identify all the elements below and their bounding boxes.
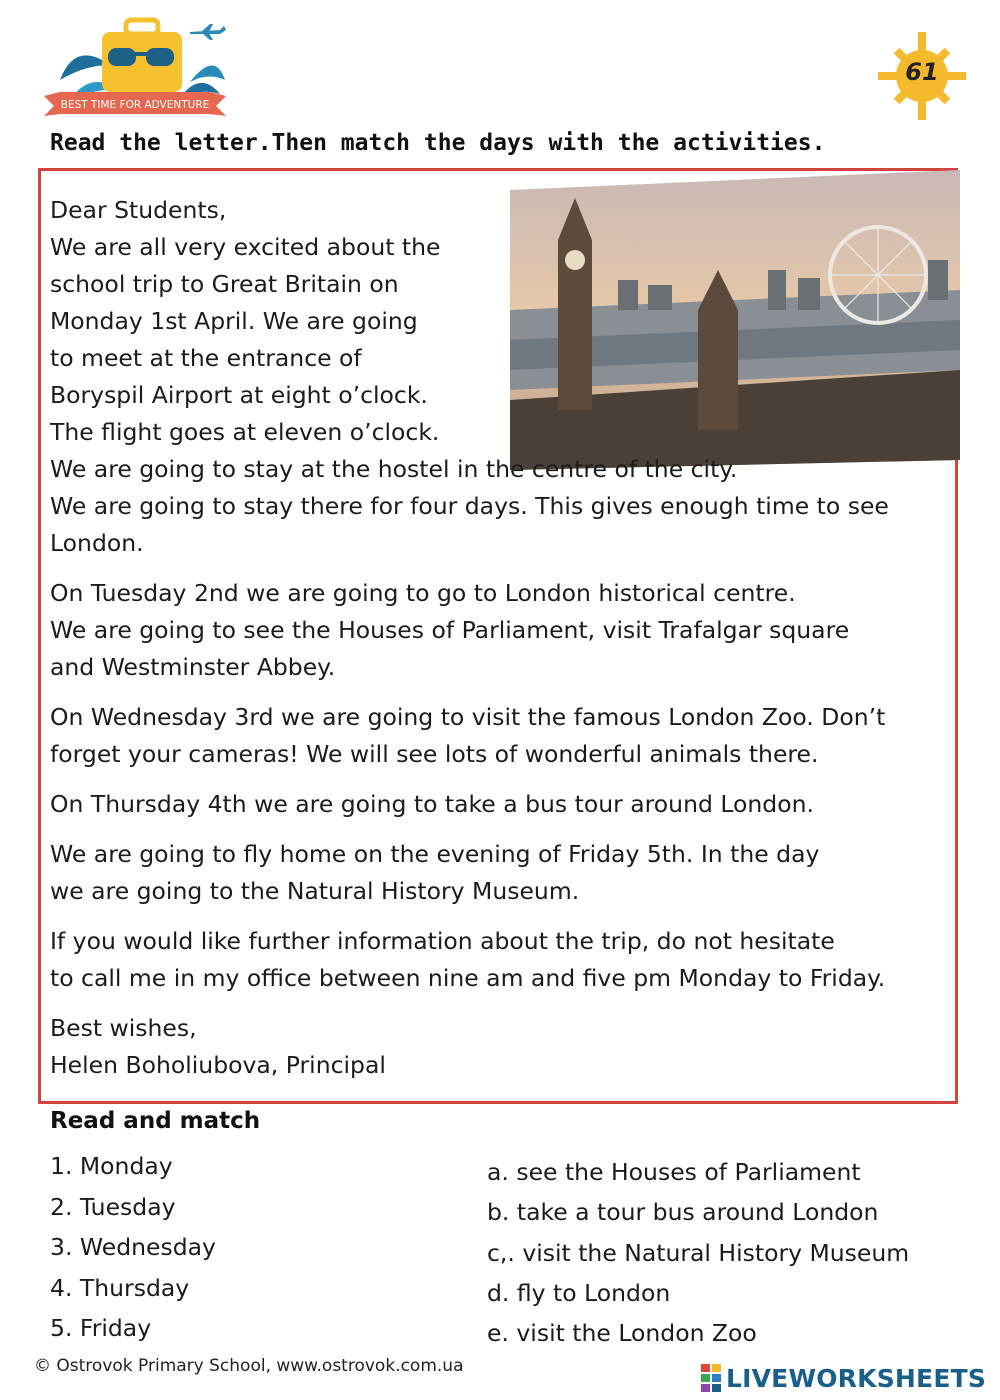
letter-paragraph-intro [50, 192, 950, 562]
activity-item[interactable]: d. fly to London [487, 1278, 671, 1307]
letter-greeting: Dear Students, [50, 196, 227, 224]
match-title: Read and match [50, 1108, 261, 1134]
letter-body [50, 192, 950, 1097]
instruction-heading: Read the letter.Then match the days with the activities. [50, 130, 826, 156]
activity-item[interactable]: a. see the Houses of Parliament [487, 1158, 861, 1186]
brand-name: LIVEWORKSHEETS [726, 1363, 987, 1393]
days-list [50, 1148, 216, 1351]
letter-line: On Thursday 4th we are going to take a bus tour around London. [50, 790, 814, 818]
logo-tagline: BEST TIME FOR ADVENTURE [60, 99, 210, 111]
letter-line: We are going to see the Houses of Parliament, visit Trafalgar square [50, 616, 850, 644]
letter-line: If you would like further information about the trip, do not hesitate [50, 927, 835, 955]
letter-line: forget your cameras! We will see lots of wonderful animals there. [50, 740, 819, 768]
day-item[interactable]: 3. Wednesday [50, 1233, 216, 1261]
activity-item[interactable]: c,. visit the Natural History Museum [487, 1238, 910, 1267]
letter-paragraph-thursday [50, 786, 950, 823]
day-item[interactable]: 5. Friday [50, 1314, 152, 1342]
letter-closing: Best wishes, [50, 1014, 197, 1042]
letter-paragraph-wednesday [50, 699, 950, 773]
letter-line: We are going to stay there for four days. This gives enough time to see [50, 492, 889, 520]
letter-paragraph-friday [50, 836, 950, 910]
letter-line: to meet at the entrance of [50, 344, 362, 372]
copyright-text: © Ostrovok Primary School, www.ostrovok.com.ua [34, 1356, 464, 1376]
letter-paragraph-tuesday [50, 575, 950, 686]
page-number: 61 [905, 58, 939, 86]
activity-item[interactable]: b. take a tour bus around London [487, 1198, 879, 1227]
liveworksheets-logo[interactable] [700, 1362, 986, 1394]
letter-line: We are all very excited about the [50, 233, 441, 261]
letter-line: On Tuesday 2nd we are going to go to London historical centre. [50, 579, 796, 607]
letter-paragraph-closing [50, 1010, 950, 1084]
activity-item[interactable]: e. visit the London Zoo [487, 1319, 757, 1348]
letter-line: We are going to stay at the hostel in the centre of the city. [50, 455, 738, 483]
day-item[interactable]: 4. Thursday [50, 1273, 190, 1302]
letter-line: we are going to the Natural History Museum. [50, 877, 580, 905]
letter-line: and Westminster Abbey. [50, 653, 336, 681]
liveworksheets-icon [700, 1363, 722, 1393]
letter-signature: Helen Boholiubova, Principal [50, 1051, 386, 1079]
airplane-icon [190, 24, 226, 40]
letter-paragraph-info [50, 923, 950, 997]
letter-line: Monday 1st April. We are going [50, 307, 418, 335]
day-item[interactable]: 1. Monday [50, 1152, 173, 1180]
letter-line: We are going to fly home on the evening of Friday 5th. In the day [50, 840, 820, 868]
letter-line: London. [50, 529, 144, 557]
letter-line: On Wednesday 3rd we are going to visit the famous London Zoo. Don’t [50, 703, 886, 731]
letter-line: The flight goes at eleven o’clock. [50, 418, 440, 446]
letter-line: to call me in my office between nine am and five pm Monday to Friday. [50, 964, 886, 992]
adventure-logo [40, 10, 230, 122]
letter-line: Boryspil Airport at eight o’clock. [50, 381, 428, 409]
day-item[interactable]: 2. Tuesday [50, 1192, 176, 1221]
activities-list [487, 1154, 909, 1355]
letter-line: school trip to Great Britain on [50, 270, 399, 298]
